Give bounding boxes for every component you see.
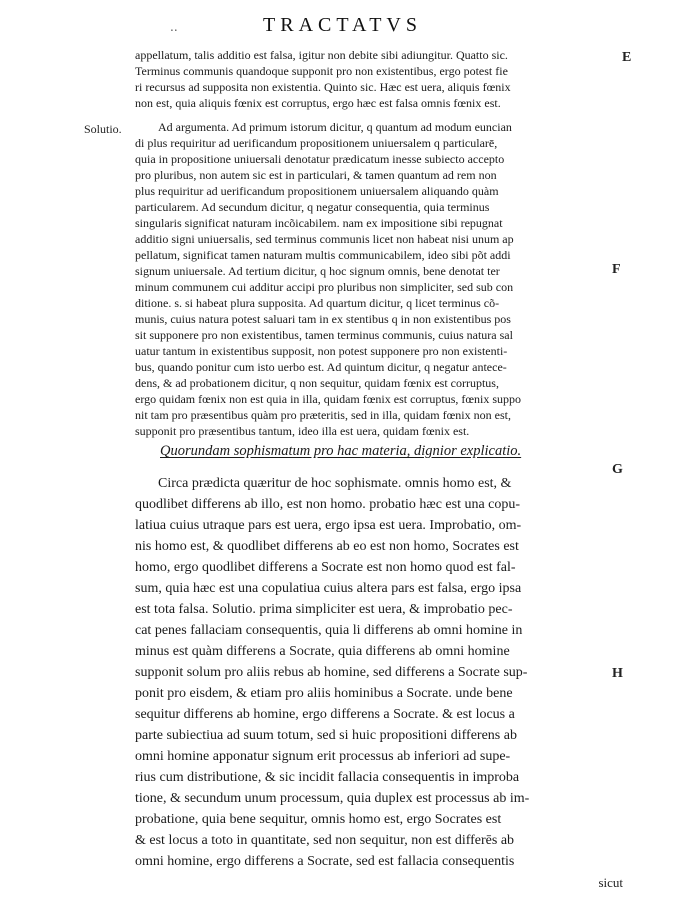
text-line: nit tam pro præsentibus quàm pro præteritis, sed in illa, quidam fœnix non est,: [135, 408, 511, 422]
section-marker-f: F: [612, 262, 621, 277]
text-line: omni homine apponatur signum erit processus ab inferiori ad supe-: [135, 749, 511, 764]
text-line: non est, quia aliquis fœnix est corruptus, ergo hæc est falsa omnis fœnix est.: [135, 96, 501, 110]
text-line: pellatum, significat tamen naturam multis communicabilem, ideo sibi põt addi: [135, 248, 511, 262]
text-line: dens, & ad probationem dicitur, q non sequitur, quidam fœnix est corruptus,: [135, 376, 499, 390]
text-line: supponit pro præsentibus tantum, ideo illa est uera, quidam fœnix est.: [135, 424, 470, 438]
text-line: munis, cuius natura potest saluari tam in ex stentibus q in non existentibus pos: [135, 312, 511, 326]
text-line: latiua cuius utraque pars est uera, ergo ipsa est uera. Improbatio, om-: [135, 518, 522, 533]
text-line: nis homo est, & quodlibet differens ab eo est non homo, Socrates est: [135, 539, 519, 554]
text-line: omni homine, ergo differens a Socrate, sed est fallacia consequentis: [135, 854, 515, 869]
section-marker-e: E: [622, 50, 632, 65]
text-line: quia in propositione uniuersali denotatur prædicatum inesse subiecto accepto: [135, 152, 505, 166]
text-line: parte subiectiua ad suum totum, sed si huic propositioni differens ab: [135, 728, 517, 743]
text-line: di plus requiritur ad uerificandum propositionem uniuersalem q particularē,: [135, 136, 498, 150]
catchword: sicut: [598, 875, 623, 890]
text-line: appellatum, talis additio est falsa, igitur non debite sibi adiungitur. Quatto sic.: [135, 48, 508, 62]
text-line: supponit solum pro aliis rebus ab homine, sed differens a Socrate sup-: [135, 665, 528, 680]
text-line: cat penes fallaciam consequentis, quia li differens ab omni homine in: [135, 623, 523, 638]
text-line: tione, & secundum unum processum, quia duplex est processus ab im-: [135, 791, 530, 806]
text-line: additio signi uniuersalis, sed terminus communis licet non habeat nisi unum ap: [135, 232, 514, 246]
text-line: plus requiritur ad uerificandum propositionem uniuersalem aliquando quàm: [135, 184, 499, 198]
text-line: sum, quia hæc est una copulatiua cuius altera pars est falsa, ergo ipsa: [135, 581, 522, 596]
text-line: sit supponere pro non existentibus, tamen terminus communis, cuius natura sal: [135, 328, 513, 342]
text-line: ergo quidam fœnix non est quia in illa, quidam fœnix est corruptus, fœnix suppo: [135, 392, 522, 406]
section-marker-h: H: [612, 666, 623, 681]
text-line: Ad argumenta. Ad primum istorum dicitur, q quantum ad modum euncian: [158, 120, 512, 134]
text-line: particularem. Ad secundum dicitur, q negatur consequentia, quia terminus: [135, 200, 490, 214]
text-line: est tota falsa. Solutio. prima simpliciter est uera, & improbatio pec-: [135, 602, 513, 617]
text-line: ri recursus ad supposita non existentia. Quinto sic. Hæc est uera, aliquis fœnix: [135, 80, 511, 94]
text-line: sequitur differens ab homine, ergo differens a Socrate. & est locus a: [135, 707, 515, 722]
text-line: ditione. s. si habeat plura supposita. Ad quartum dicitur, q licet terminus cõ-: [135, 296, 500, 310]
section-marker-g: G: [612, 462, 623, 477]
folio-mark: ..: [170, 20, 178, 34]
text-line: minum communem cui additur accipi pro pluribus non simpliciter, sed sub con: [135, 280, 514, 294]
text-line: pro pluribus, non autem sic est in particulari, & tamen quantum ad rem non: [135, 168, 497, 182]
text-line: Circa prædicta quæritur de hoc sophismate. omnis homo est, &: [158, 476, 512, 491]
text-line: singularis significat naturam incõicabilem. nam ex impositione sibi repugnat: [135, 216, 503, 230]
text-line: ponit pro eisdem, & etiam pro aliis hominibus a Socrate. unde bene: [135, 686, 513, 701]
page-header: TRACTATVS: [263, 14, 422, 36]
section-title: Quorundam sophismatum pro hac materia, dignior explicatio.: [160, 443, 522, 459]
text-line: rius cum distributione, & sic incidit fallacia consequentis in improba: [135, 770, 520, 785]
text-line: signum uniuersale. Ad tertium dicitur, q hoc signum omnis, bene denotat ter: [135, 264, 500, 278]
text-line: probatione, quia bene sequitur, omnis homo est, ergo Socrates est: [135, 812, 502, 827]
text-line: bus, quando ponitur cum isto uerbo est. Ad quintum dicitur, q negatur antece-: [135, 360, 507, 374]
margin-note-solutio: Solutio.: [84, 122, 122, 136]
text-line: Terminus communis quandoque supponit pro non existentibus, ergo potest fie: [135, 64, 508, 78]
text-line: uatur tantum in existentibus supposit, non potest supponere pro non existenti-: [135, 344, 508, 358]
text-line: & est locus a toto in quantitate, sed non sequitur, non est differēs ab: [135, 833, 515, 848]
text-line: minus est quàm differens a Socrate, quia differens ab omni homine: [135, 644, 510, 659]
text-line: homo, ergo quodlibet differens a Socrate est non homo quod est fal-: [135, 560, 516, 575]
text-line: quodlibet differens ab illo, est non homo. probatio hæc est una copu-: [135, 497, 521, 512]
